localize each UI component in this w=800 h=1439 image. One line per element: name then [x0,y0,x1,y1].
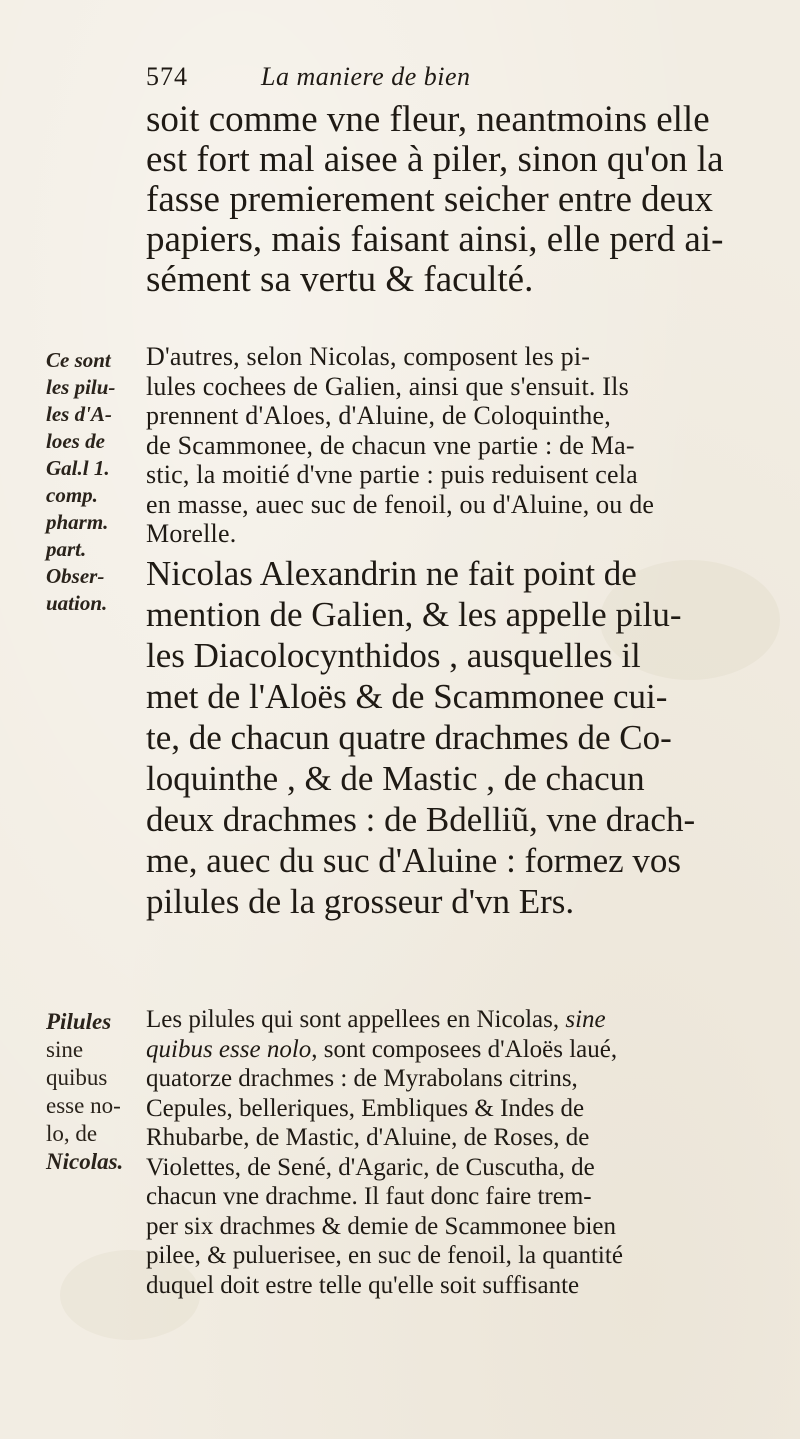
text-line: quatorze drachmes : de Myrabolans citrins, [146,1065,578,1092]
text-line: per six drachmes & demie de Scammonee bien [146,1212,616,1240]
margin-note-galien [46,347,115,617]
text-line: Morelle. [146,519,237,548]
text-line [146,1035,786,1065]
margin-line: les pilu- [46,375,116,399]
paragraph-1 [146,100,786,300]
text-line: Nicolas Alexandrin ne fait point de [146,554,637,593]
text-line: les Diacolocynthidos , ausquelles il [146,636,641,675]
text-line: soit comme vne fleur, neantmoins elle [146,99,710,140]
text-line [146,1005,786,1035]
margin-line: Ce sont [46,348,111,372]
text-line: loquinthe , & de Mastic , de chacun [146,759,645,798]
page-header [146,62,706,102]
margin-note-pilules [46,1008,123,1176]
text-line: est fort mal aisee à piler, sinon qu'on la [146,139,724,180]
text-line: D'autres, selon Nicolas, composent les pi- [146,342,591,371]
margin-line: Gal.l 1. [46,456,110,480]
running-head: La maniere de bien [261,62,471,91]
text-line: fasse premierement seicher entre deux [146,179,714,220]
paragraph-2 [146,342,786,549]
margin-line: loes de [46,429,105,453]
margin-line: sine [46,1037,84,1062]
paragraph-3 [146,553,786,922]
margin-line: les d'A- [46,402,112,426]
text-line: papiers, mais faisant ainsi, elle perd ai- [146,219,724,260]
margin-line: uation. [46,591,108,615]
latin-phrase: quibus esse nolo [146,1035,312,1063]
text-run: , sont composees d'Aloës laué, [311,1035,618,1063]
text-line: Cepules, belleriques, Embliques & Indes de [146,1094,585,1122]
text-line: en masse, auec suc de fenoil, ou d'Aluine, ou de [146,489,655,519]
text-line: me, auec du suc d'Aluine : formez vos [146,841,682,880]
text-run: Les pilules qui sont appellees en Nicolas, [146,1006,566,1033]
text-line: Rhubarbe, de Mastic, d'Aluine, de Roses, de [146,1124,590,1151]
text-line: prennent d'Aloes, d'Aluine, de Coloquinthe, [146,401,611,430]
text-line: lules cochees de Galien, ainsi que s'ensuit. Ils [146,371,629,401]
text-line: stic, la moitié d'vne partie : puis reduisent cela [146,460,638,489]
text-line: sément sa vertu & faculté. [146,259,534,300]
margin-line: lo, de [46,1121,98,1146]
margin-line: comp. [46,483,98,507]
margin-line: Nicolas. [46,1149,124,1174]
text-line: deux drachmes : de Bdelliũ, vne drach- [146,800,696,839]
margin-line: part. [46,537,87,561]
text-line: met de l'Aloës & de Scammonee cui- [146,677,668,716]
text-line: Violettes, de Sené, d'Agaric, de Cuscutha, de [146,1153,595,1181]
paragraph-4 [146,1005,786,1300]
margin-line: esse no- [46,1093,121,1118]
text-line: pilee, & puluerisee, en suc de fenoil, la quantité [146,1242,623,1269]
text-line: pilules de la grosseur d'vn Ers. [146,882,575,921]
text-line: mention de Galien, & les appelle pilu- [146,595,682,634]
page-number: 574 [146,62,188,91]
text-line: duquel doit estre telle qu'elle soit suffisante [146,1271,580,1299]
text-line: chacun vne drachme. Il faut donc faire trem- [146,1183,592,1210]
text-line: de Scammonee, de chacun vne partie : de Ma- [146,430,635,460]
latin-phrase: sine [565,1006,606,1033]
margin-line: quibus [46,1065,108,1090]
text-line: te, de chacun quatre drachmes de Co- [146,718,672,757]
margin-line: Pilules [46,1009,112,1034]
margin-line: pharm. [46,510,109,534]
margin-line: Obser- [46,564,105,588]
